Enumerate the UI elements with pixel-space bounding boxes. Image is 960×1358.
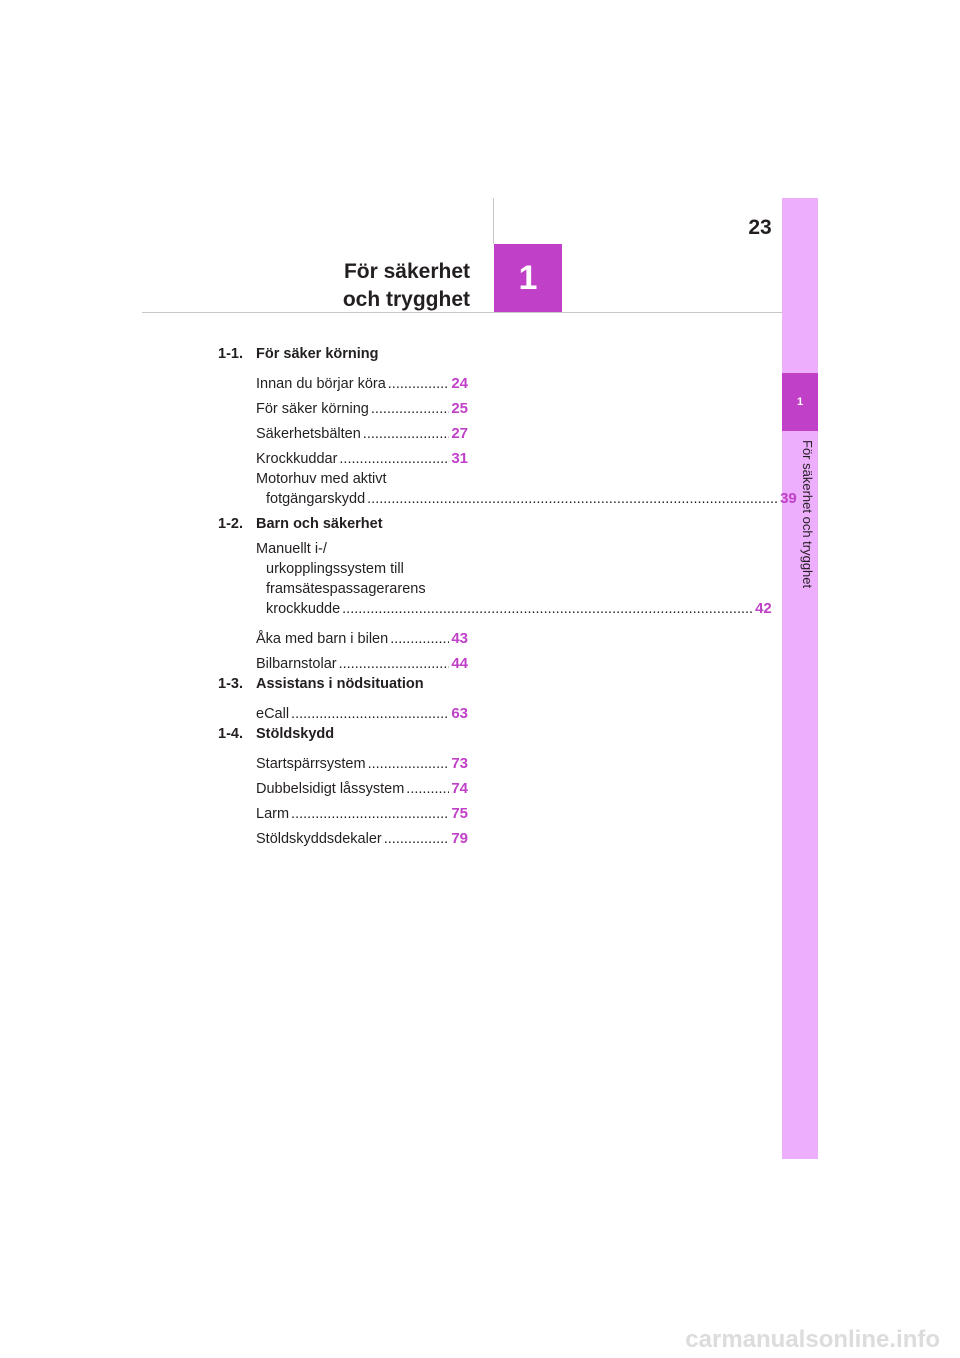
dot-leader [291, 804, 449, 824]
table-of-contents [218, 344, 797, 849]
dot-leader [371, 399, 449, 419]
toc-entry[interactable] [256, 539, 772, 624]
toc-entry[interactable] [256, 799, 468, 824]
toc-entry[interactable] [256, 469, 797, 514]
toc-entry[interactable] [256, 444, 468, 469]
page-link[interactable]: 42 [755, 600, 772, 617]
page-link[interactable]: 63 [451, 705, 468, 722]
page-link[interactable]: 39 [780, 490, 797, 507]
section-title: För säker körning [256, 346, 379, 362]
section-title: Barn och säkerhet [256, 516, 383, 532]
page-link[interactable]: 25 [451, 400, 468, 417]
section-number: 1-2. [218, 516, 243, 532]
chapter-title-line2: och trygghet [342, 288, 470, 311]
toc-entry[interactable] [256, 824, 468, 849]
page-link[interactable]: 74 [451, 780, 468, 797]
chapter-number-box: 1 [494, 244, 562, 313]
toc-entry[interactable] [256, 369, 468, 394]
header-divider-horizontal [142, 312, 782, 313]
dot-leader [406, 779, 449, 799]
chapter-title-line1: För säkerhet [343, 260, 470, 283]
dot-leader [363, 424, 450, 444]
section-title: Assistans i nödsituation [256, 676, 424, 692]
section-number: 1-1. [218, 346, 243, 362]
page-link[interactable]: 75 [451, 805, 468, 822]
entry-label: Krockkuddar [256, 451, 338, 467]
dot-leader [339, 654, 450, 674]
page-link[interactable]: 79 [451, 830, 468, 847]
dot-leader [390, 629, 449, 649]
toc-section-1-1[interactable] [218, 344, 468, 369]
page-number: 23 [748, 216, 772, 239]
toc-entry[interactable] [256, 624, 468, 649]
entry-label-line: Motorhuv med aktivt [256, 471, 387, 487]
page-link[interactable]: 24 [451, 375, 468, 392]
dot-leader [368, 754, 450, 774]
toc-section-1-3[interactable] [218, 674, 468, 699]
dot-leader [388, 374, 450, 394]
entry-label: Larm [256, 806, 290, 822]
header-divider-vertical [493, 198, 494, 244]
toc-entry[interactable] [256, 749, 468, 774]
toc-section-1-2[interactable] [218, 514, 468, 539]
dot-leader [339, 449, 449, 469]
dot-leader [384, 829, 450, 849]
entry-label: Innan du börjar köra [256, 376, 386, 392]
watermark: carmanualsonline.info [685, 1326, 940, 1353]
page-link[interactable]: 44 [451, 655, 468, 672]
entry-label: Säkerhetsbälten [256, 426, 361, 442]
entry-label: Bilbarnstolar [256, 656, 337, 672]
dot-leader [291, 704, 449, 724]
side-tab-label: För säkerhet och trygghet [800, 440, 815, 589]
entry-label-line: framsätespassagerarens [266, 581, 426, 597]
page-link[interactable]: 73 [451, 755, 468, 772]
toc-entry[interactable] [256, 699, 468, 724]
dot-leader [342, 599, 753, 619]
entry-label: eCall [256, 706, 290, 722]
chapter-title [343, 258, 470, 314]
dot-leader [367, 489, 778, 509]
toc-entry[interactable] [256, 774, 468, 799]
page-link[interactable]: 31 [451, 450, 468, 467]
entry-label: Åka med barn i bilen [256, 631, 389, 647]
toc-entry[interactable] [256, 419, 468, 444]
entry-label: Dubbelsidigt låssystem [256, 781, 405, 797]
entry-label: Stöldskyddsdekaler [256, 831, 382, 847]
section-title: Stöldskydd [256, 726, 335, 742]
entry-label-line: Manuellt i-/ [256, 541, 327, 557]
entry-label-line: krockkudde [266, 601, 341, 617]
section-number: 1-3. [218, 676, 243, 692]
page-link[interactable]: 43 [451, 630, 468, 647]
side-tab-chapter-number[interactable]: 1 [782, 373, 818, 431]
entry-label: För säker körning [256, 401, 369, 417]
toc-entry[interactable] [256, 394, 468, 419]
toc-section-1-4[interactable] [218, 724, 468, 749]
section-number: 1-4. [218, 726, 243, 742]
toc-entry[interactable] [256, 649, 468, 674]
entry-label: Startspärrsystem [256, 756, 366, 772]
entry-label-line: urkopplingssystem till [266, 561, 404, 577]
entry-label-line: fotgängarskydd [266, 491, 366, 507]
side-strip [782, 198, 818, 1159]
page-link[interactable]: 27 [451, 425, 468, 442]
